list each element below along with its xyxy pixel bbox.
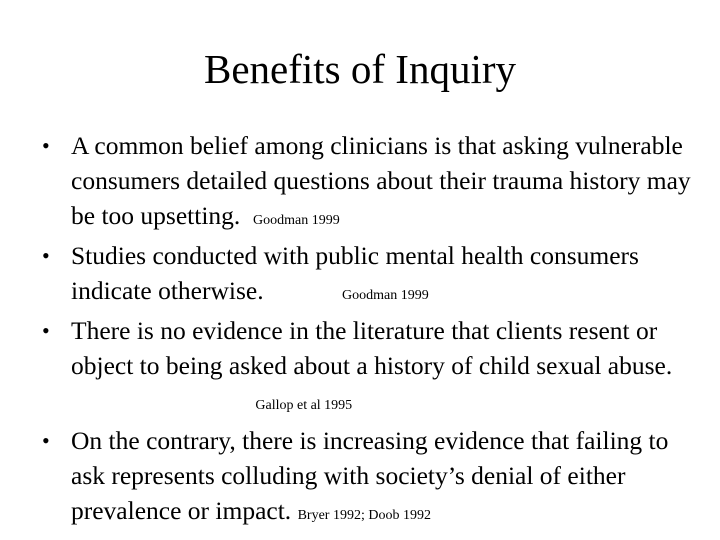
bullet-item	[0, 313, 720, 423]
bullet-marker: •	[42, 243, 50, 268]
bullet-text: On the contrary, there is increasing evidence that failing to ask represents colluding with society’s denial of either prevalence or impact.	[71, 426, 669, 525]
bullet-marker: •	[42, 428, 50, 453]
slide-title: Benefits of Inquiry	[204, 46, 516, 92]
bullet-marker: •	[42, 318, 50, 343]
bullet-item	[0, 423, 720, 533]
bullet-list	[0, 128, 720, 533]
bullet-marker: •	[42, 133, 50, 158]
bullet-item	[0, 238, 720, 313]
bullet-text: A common belief among clinicians is that asking vulnerable consumers detailed questions about their trauma history may be too upsetting.	[71, 131, 691, 230]
bullet-text: Studies conducted with public mental health consumers indicate otherwise.	[71, 241, 639, 305]
bullet-text: There is no evidence in the literature that clients resent or object to being asked about a history of child sexual abuse.	[71, 316, 673, 380]
bullet-item	[0, 128, 720, 238]
citation: Gallop et al 1995	[255, 398, 353, 413]
citation: Bryer 1992; Doob 1992	[297, 508, 431, 523]
citation: Goodman 1999	[341, 288, 429, 303]
citation: Goodman 1999	[253, 213, 340, 228]
